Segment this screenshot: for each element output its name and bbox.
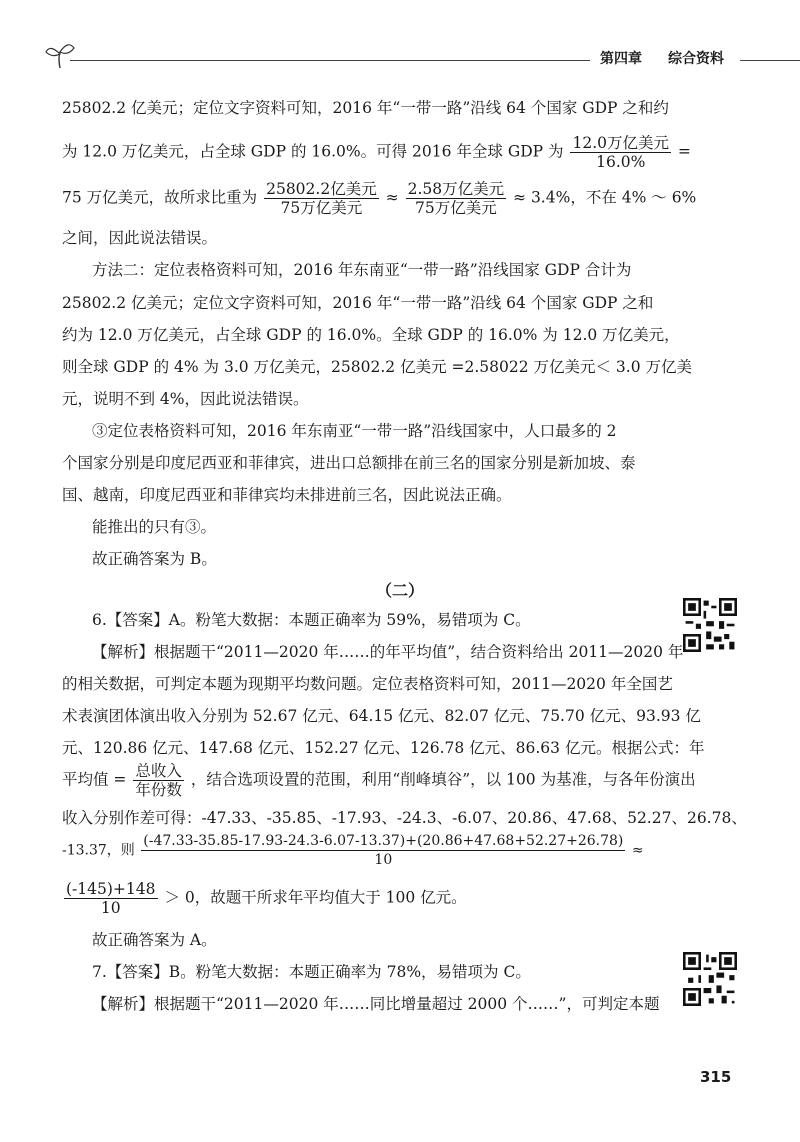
fraction-denominator: 10: [374, 852, 393, 868]
fraction: [264, 180, 379, 217]
page-number: 315: [700, 1068, 732, 1086]
page-header: [0, 0, 800, 80]
fraction-numerator: 总收入: [135, 762, 182, 780]
fraction: [570, 134, 671, 171]
fraction-denominator: 75万亿美元: [414, 199, 497, 217]
text-span: ，结合选项设置的范围，利用“削峰填谷”，以 100 为基准，与各年份演出: [190, 770, 696, 789]
text-line: 25802.2 亿美元；定位文字资料可知，2016 年“一带一路”沿线 64 个国家 GDP 之和: [62, 294, 654, 312]
text-line: 约为 12.0 万亿美元，占全球 GDP 的 16.0%。全球 GDP 的 16.0% 为 12.0 万亿美元，: [62, 326, 680, 344]
fraction-denominator: 年份数: [135, 781, 182, 799]
text-line: 25802.2 亿美元；定位文字资料可知，2016 年“一带一路”沿线 64 个国家 GDP 之和约: [62, 99, 669, 117]
answer-line: 6.【答案】A。粉笔大数据：本题正确率为 59%，易错项为 C。: [92, 611, 531, 629]
fraction-denominator: 10: [100, 899, 121, 917]
qr-code-icon[interactable]: [683, 598, 737, 652]
text-line: [62, 762, 696, 799]
text-line: ③定位表格资料可知，2016 年东南亚“一带一路”沿线国家中，人口最多的 2: [92, 422, 617, 440]
fraction-numerator: 12.0万亿美元: [572, 134, 669, 152]
sprout-icon: [42, 38, 78, 74]
text-span: ≈: [631, 842, 644, 859]
fraction-numerator: 25802.2亿美元: [266, 180, 377, 198]
section-label: 综合资料: [668, 51, 724, 67]
fraction-numerator: (-145)+148: [66, 880, 156, 898]
text-span: -13.37，则: [62, 842, 135, 859]
header-rule-left: [70, 60, 590, 61]
part-heading: （二）: [375, 581, 424, 600]
text-line: 【解析】根据题干“2011—2020 年……的年平均值”，结合资料给出 2011—2020 年: [92, 643, 684, 661]
text-line: 元、120.86 亿元、147.68 亿元、152.27 亿元、126.78 亿元、86.63 亿元。根据公式：年: [62, 739, 705, 757]
text-line: 之间，因此说法错误。: [62, 229, 218, 247]
text-span: 为 12.0 万亿美元，占全球 GDP 的 16.0%。可得 2016 年全球 GDP 为: [62, 142, 564, 161]
text-line: 国、越南，印度尼西亚和菲律宾均未排进前三名，因此说法正确。: [62, 486, 512, 504]
fraction-denominator: 16.0%: [596, 153, 646, 171]
text-line: 个国家分别是印度尼西亚和菲律宾，进出口总额排在前三名的国家分别是新加坡、泰: [62, 454, 636, 472]
text-line: [62, 880, 467, 917]
chapter-label: 第四章: [600, 51, 642, 67]
text-span: ≈ 3.4%，不在 4% ～ 6%: [513, 188, 697, 207]
text-span: ≈: [385, 188, 399, 207]
text-line: [62, 180, 696, 217]
text-line: 收入分别作差可得：-47.33、-35.85、-17.93、-24.3、-6.07、20.86、47.68、52.27、26.78、: [62, 809, 747, 827]
fraction: [64, 880, 158, 917]
text-span: 平均值 =: [62, 770, 127, 789]
text-line: 能推出的只有③。: [92, 518, 217, 536]
text-span: ＞ 0，故题干所求年平均值大于 100 亿元。: [164, 888, 467, 907]
text-line: 元，说明不到 4%，因此说法错误。: [62, 390, 309, 408]
fraction-denominator: 75万亿美元: [280, 199, 363, 217]
text-span: =: [677, 142, 691, 161]
answer-line: 7.【答案】B。粉笔大数据：本题正确率为 78%，易错项为 C。: [92, 963, 531, 981]
text-line: 则全球 GDP 的 4% 为 3.0 万亿美元，25802.2 亿美元 =2.58022 万亿美元＜ 3.0 万亿美: [62, 358, 693, 376]
header-rule-right: [740, 60, 800, 61]
text-line: 方法二：定位表格资料可知，2016 年东南亚“一带一路”沿线国家 GDP 合计为: [92, 261, 632, 279]
text-line: [62, 832, 644, 869]
text-line: 【解析】根据题干“2011—2020 年……同比增量超过 2000 个……”，可判定本题: [92, 995, 660, 1013]
fraction: [133, 762, 184, 799]
fraction: [406, 180, 507, 217]
text-line: 故正确答案为 B。: [92, 550, 217, 568]
fraction: [141, 832, 625, 869]
text-span: 75 万亿美元，故所求比重为: [62, 188, 258, 207]
text-line: 的相关数据，可判定本题为现期平均数问题。定位表格资料可知，2011—2020 年全国艺: [62, 675, 673, 693]
text-line: 故正确答案为 A。: [92, 931, 217, 949]
text-line: [62, 134, 691, 171]
fraction-numerator: 2.58万亿美元: [407, 180, 505, 198]
text-line: 术表演团体演出收入分别为 52.67 亿元、64.15 亿元、82.07 亿元、75.70 亿元、93.93 亿: [62, 707, 701, 725]
qr-code-icon[interactable]: [683, 952, 737, 1006]
fraction-numerator: (-47.33-35.85-17.93-24.3-6.07-13.37)+(20.86+47.68+52.27+26.78): [143, 833, 624, 849]
